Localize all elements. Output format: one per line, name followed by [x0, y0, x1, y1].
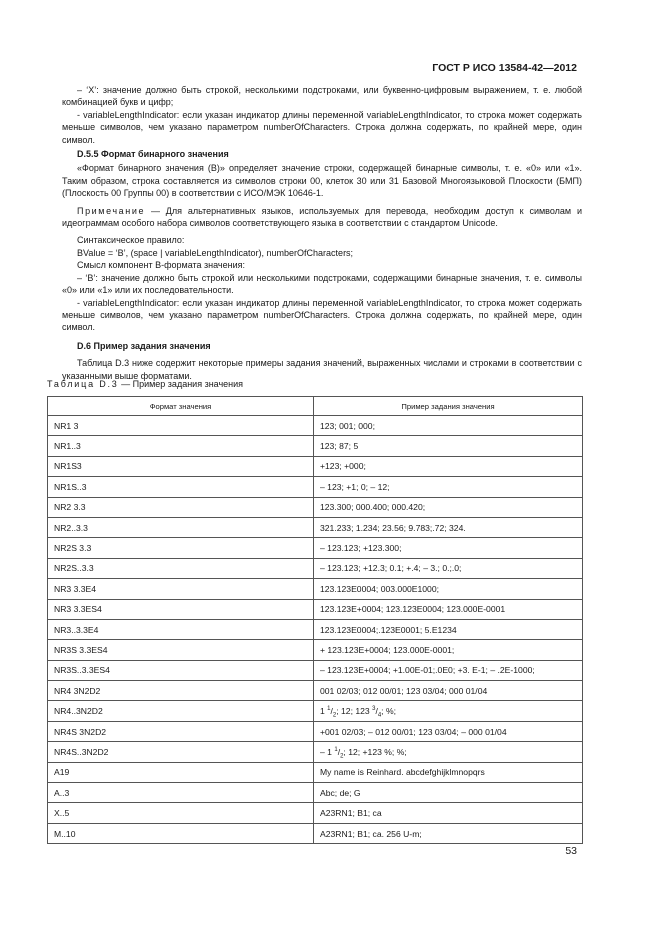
example-fragment: ; 12; 123: [336, 706, 373, 717]
example-cell: – 123; +1; 0; – 12;: [314, 477, 583, 497]
table-body: [48, 416, 583, 844]
table-row: [48, 803, 583, 823]
format-cell: NR1..3: [48, 436, 314, 456]
format-cell: X..5: [48, 803, 314, 823]
format-cell: A..3: [48, 783, 314, 803]
example-fragment: 1: [320, 706, 328, 717]
column-header: Пример задания значения: [314, 397, 583, 416]
example-fragment: – 1: [320, 746, 335, 757]
format-cell: NR3..3.3E4: [48, 619, 314, 639]
example-cell: 321.233; 1.234; 23.56; 9.783;.72; 324.: [314, 517, 583, 537]
table-header-row: [48, 397, 583, 416]
table-row: [48, 456, 583, 476]
table-row: [48, 497, 583, 517]
format-cell: NR1 3: [48, 416, 314, 436]
format-cell: M..10: [48, 823, 314, 843]
example-cell: 001 02/03; 012 00/01; 123 03/04; 000 01/04: [314, 681, 583, 701]
example-cell: – 123.123; +12.3; 0.1; +.4; – 3.; 0.;.0;: [314, 558, 583, 578]
paragraph: Смысл компонент B-формата значения:: [77, 260, 245, 271]
table-row: [48, 681, 583, 701]
paragraph: – ‘B’: значение должно быть строкой или несколькими подстроками, содержащими бинарные значения, т. е. символы «0» или «1» или их последовательности.: [62, 272, 582, 296]
table-row: [48, 721, 583, 741]
table-row: [48, 640, 583, 660]
format-cell: NR2S 3.3: [48, 538, 314, 558]
format-cell: A19: [48, 762, 314, 782]
example-fragment: 1: [327, 706, 331, 713]
table-row: [48, 823, 583, 843]
example-fragment: 2: [332, 712, 337, 719]
fraction-slash: /: [330, 706, 333, 717]
table-caption-label: Таблица D.3: [47, 379, 119, 389]
format-cell: NR2S..3.3: [48, 558, 314, 578]
example-cell: 123.300; 000.400; 000.420;: [314, 497, 583, 517]
format-cell: NR2..3.3: [48, 517, 314, 537]
table-row: [48, 619, 583, 639]
example-fragment: ; 12; +123 %; %;: [343, 746, 407, 757]
example-cell: 123; 87; 5: [314, 436, 583, 456]
example-cell: 123.123E0004;.123E0001; 5.E1234: [314, 619, 583, 639]
format-cell: NR2 3.3: [48, 497, 314, 517]
table-row: [48, 762, 583, 782]
table-row: [48, 701, 583, 721]
table-row: [48, 517, 583, 537]
column-header: Формат значения: [48, 397, 314, 416]
paragraph: BValue = ‘B’, (space | variableLengthIndicator), numberOfCharacters;: [77, 247, 354, 258]
section-heading: D.5.5 Формат бинарного значения: [77, 149, 229, 160]
note: [62, 205, 582, 230]
example-cell: [314, 742, 583, 762]
format-cell: NR3 3.3ES4: [48, 599, 314, 619]
table-caption: [47, 379, 243, 389]
example-cell: 123; 001; 000;: [314, 416, 583, 436]
format-cell: NR4 3N2D2: [48, 681, 314, 701]
example-fragment: 2: [340, 753, 344, 760]
table-row: [48, 558, 583, 578]
table-row: [48, 477, 583, 497]
example-cell: – 123.123; +123.300;: [314, 538, 583, 558]
example-cell: + 123.123E+0004; 123.000E-0001;: [314, 640, 583, 660]
example-cell: +001 02/03; – 012 00/01; 123 03/04; – 000 01/04: [314, 721, 583, 741]
table-row: [48, 742, 583, 762]
table-row: [48, 416, 583, 436]
body-text: [62, 84, 582, 382]
example-fragment: 3: [372, 706, 376, 713]
note-label: Примечание: [77, 205, 146, 216]
note-text: — Для альтернативных языков, используемых для перевода, необходим доступ к символам и идеограммам особого набора символов соответствующего языка в соответствии с стандартом Unicode.: [62, 205, 582, 229]
example-cell: 123.123E0004; 003.000E1000;: [314, 579, 583, 599]
format-cell: NR4S 3N2D2: [48, 721, 314, 741]
table-row: [48, 783, 583, 803]
table-caption-text: — Пример задания значения: [118, 379, 244, 389]
table-row: [48, 579, 583, 599]
example-cell: [314, 701, 583, 721]
example-cell: Abc; de; G: [314, 783, 583, 803]
table-row: [48, 660, 583, 680]
format-examples-table: [47, 396, 583, 844]
paragraph: Синтаксическое правило:: [77, 235, 185, 246]
fraction-slash: /: [337, 746, 341, 757]
table-row: [48, 599, 583, 619]
format-cell: NR4..3N2D2: [48, 701, 314, 721]
example-cell: 123.123E+0004; 123.123E0004; 123.000E-0001: [314, 599, 583, 619]
section-heading: D.6 Пример задания значения: [77, 340, 211, 351]
table-row: [48, 436, 583, 456]
example-fragment: 4: [377, 712, 382, 719]
format-cell: NR3 3.3E4: [48, 579, 314, 599]
format-cell: NR1S..3: [48, 477, 314, 497]
example-cell: +123; +000;: [314, 456, 583, 476]
paragraph: – ‘X’: значение должно быть строкой, несколькими подстроками, или буквенно-цифровым выражением, т. е. любой комбинацией букв и цифр;: [62, 85, 582, 108]
example-cell: – 123.123E+0004; +1.00E-01;.0E0; +3. E-1; – .2E-1000;: [314, 660, 583, 680]
format-cell: NR1S3: [48, 456, 314, 476]
example-cell: My name is Reinhard. abcdefghijklmnopqrs: [314, 762, 583, 782]
page-number: 53: [565, 845, 577, 857]
table-row: [48, 538, 583, 558]
fraction-slash: /: [375, 706, 378, 717]
paragraph: Таблица D.3 ниже содержит некоторые примеры задания значений, выраженных числами и строками в соответствии с указанными выше форматами.: [62, 358, 582, 381]
example-fragment: 1: [334, 747, 338, 754]
paragraph: - variableLengthIndicator: если указан индикатор длины переменной variableLengthIndicator, то строка может содержать меньше символов, чем указано параметром numberOfCharacters. Строка должна содержать, по крайней мере, один символ.: [62, 297, 582, 333]
example-cell: A23RN1; B1; ca. 256 U-m;: [314, 823, 583, 843]
example-cell: A23RN1; B1; ca: [314, 803, 583, 823]
format-cell: NR3S..3.3ES4: [48, 660, 314, 680]
document-header: ГОСТ Р ИСО 13584-42—2012: [432, 62, 577, 74]
paragraph: - variableLengthIndicator: если указан индикатор длины переменной variableLengthIndicator, то строка может содержать меньше символов, чем указано параметром numberOfCharacters. Строка должна содержать, по крайней мере, один символ.: [62, 109, 582, 145]
example-fragment: ; %;: [381, 706, 396, 717]
paragraph: «Формат бинарного значения (B)» определяет значение строки, содержащей бинарные символы, т. е. «0» или «1». Таким образом, строка составляется из символов строки 00, клеток 30 или 31 Базовой Многоязыковой Плоскости (БМП) (Плоскость 00 Группы 00) в соответствии с ИСО/МЭК 10646-1.: [62, 163, 582, 199]
format-cell: NR4S..3N2D2: [48, 742, 314, 762]
format-cell: NR3S 3.3ES4: [48, 640, 314, 660]
